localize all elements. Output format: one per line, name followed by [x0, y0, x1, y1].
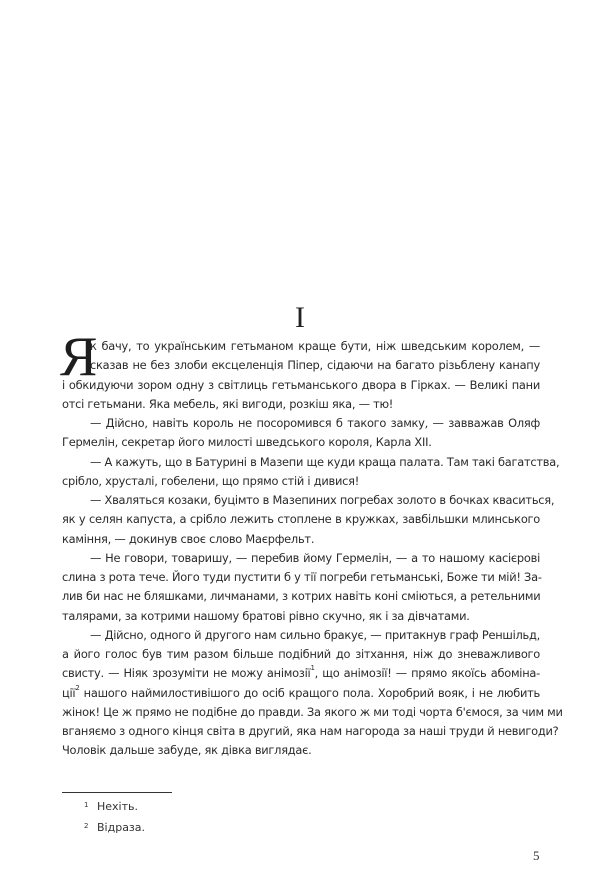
footnote-text: Відраза.	[97, 821, 146, 834]
page-number: 5	[533, 848, 540, 863]
text-line: — Дійсно, навіть король не посоромився б такого замку, — завважав Оляф	[90, 416, 540, 430]
text-line	[62, 684, 540, 703]
text-line: к бачу, то українським гетьманом краще бути, ніж шведським королем, —	[90, 339, 540, 353]
text-line: отсі гетьмани. Яка мебель, які вигоди, розкіш яка, — тю!	[62, 396, 394, 411]
body-text	[60, 326, 563, 761]
footnote-text: Нехіть.	[97, 800, 138, 813]
text-segment: ції	[62, 685, 76, 700]
footnote-marker: 2	[84, 822, 89, 830]
text-line: сказав не без злоби ексцеленція Піпер, сідаючи на багато різьблену канапу	[90, 358, 540, 373]
text-line: а його голос був тим разом більше подібний до зітхання, ніж до зневажливого	[62, 647, 540, 661]
text-line: як у селян капуста, а срібло лежить стоплене в кружках, завбільшки млинського	[62, 512, 540, 527]
footnote-divider	[62, 792, 172, 793]
footnote	[84, 821, 145, 834]
text-segment: , що анімозії! — прямо якоїсь абоміна-	[314, 666, 540, 681]
text-line: Гермелін, секретар його милості шведського короля, Карла XII.	[62, 435, 432, 450]
drop-cap: Я	[60, 326, 98, 388]
footnote	[84, 800, 138, 813]
text-line: і обкидуючи зором одну з світлиць гетьманського двора в Гірках. — Великі пани	[62, 377, 540, 392]
text-line: лив би нас не бляшками, личманами, з котрих навіть коні сміються, а ретельними	[62, 589, 541, 604]
text-line: слина з рота тече. Його туди пустити б у тії погреби гетьманські, Боже ти мій! За-	[62, 570, 542, 584]
text-line: вганяємо з одного кінця світа в другий, яка нам нагорода за наші труди й невигоди?	[62, 724, 559, 738]
footnote-reference: 1	[310, 664, 315, 673]
text-line: — Дійсно, одного й другого нам сильно бракує, — притакнув граф Реншільд,	[90, 627, 540, 642]
text-line	[62, 664, 540, 683]
text-line: Чоловік дальше забуде, як дівка виглядає.	[62, 743, 312, 758]
text-line: срібло, хрусталі, гобелени, що прямо стій і дивися!	[62, 473, 360, 488]
text-line: каміння, — докинув своє слово Маєрфельт.	[62, 531, 315, 546]
text-line: талярами, за котрими нашому братові рівно скучно, як і за дівчатами.	[62, 608, 470, 623]
text-segment: свисту. — Ніяк зрозуміти не можу анімозії	[62, 666, 311, 681]
text-line: — Не говори, товаришу, — перебив йому Гермелін, — а то нашому касієрові	[90, 550, 540, 565]
text-line: жінок! Це ж прямо не подібне до правди. За якого ж ми тоді чорта б'ємося, за чим ми	[62, 704, 563, 719]
chapter-heading: I	[295, 301, 305, 334]
footnote-marker: 1	[84, 801, 89, 809]
text-segment: нашого наймилостивішого до осіб кращого пола. Хоробрий вояк, і не любить	[79, 685, 540, 700]
footnote-reference: 2	[75, 683, 80, 692]
text-line: — А кажуть, що в Батурині в Мазепи ще куди краща палата. Там такі багатства,	[90, 454, 560, 469]
text-line: — Хваляться козаки, буцімто в Мазепиних погребах золото в бочках кваситься,	[90, 493, 555, 507]
